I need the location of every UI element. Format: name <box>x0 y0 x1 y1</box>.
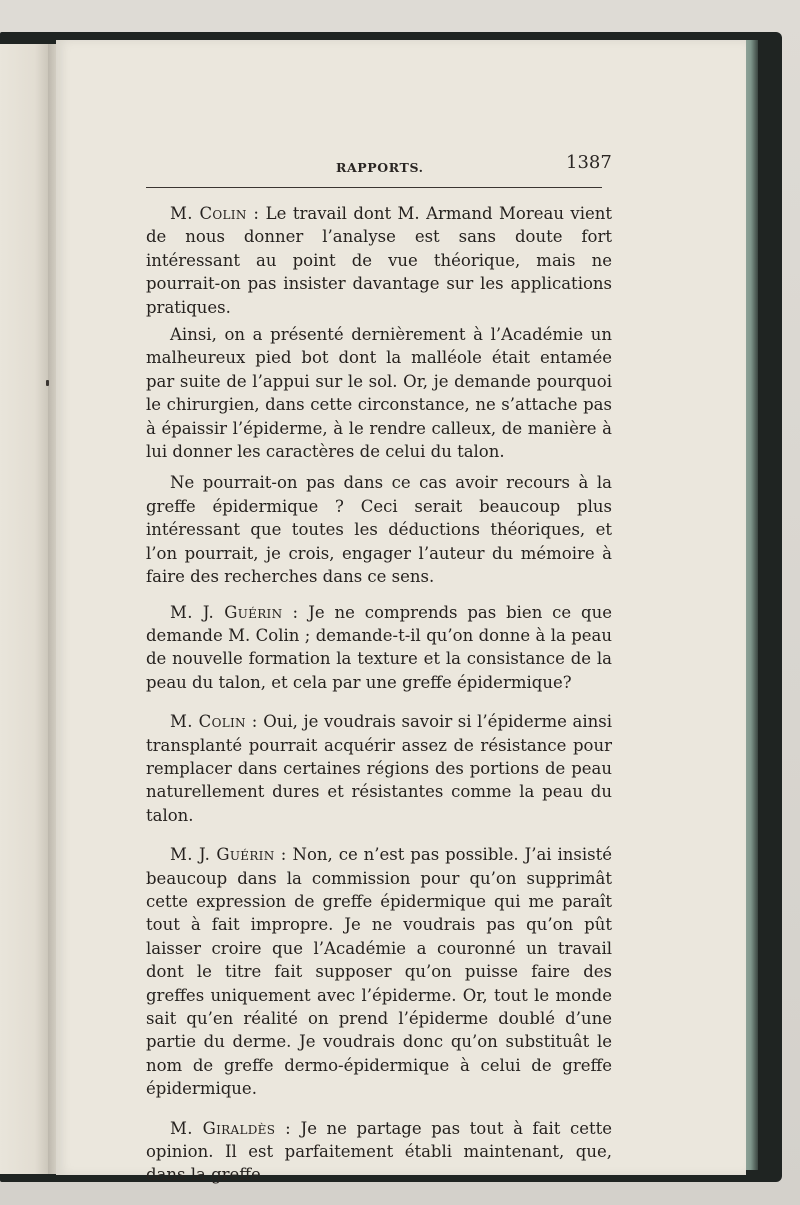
speaker-name: M. Giraldès : <box>170 1118 291 1138</box>
speaker-name: M. J. Guérin : <box>170 845 287 865</box>
header-rule <box>146 187 602 188</box>
paragraph-text: Je ne partage pas tout à fait cette opinion. Il est parfaitement établi maintenant, que, dans la greffe <box>146 1118 612 1185</box>
speaker-name: M. Colin : <box>170 204 260 223</box>
speaker-name: M. Colin : <box>170 712 258 732</box>
paragraph-text: Oui, je voudrais savoir si l’épiderme ainsi transplanté pourrait acquérir assez de résistance pour remplacer dans certaines régions des portions de peau naturellement dures et résistantes comme la peau du talon. <box>146 712 612 825</box>
paragraph-text: Le travail dont M. Armand Moreau vient de nous donner l’analyse est sans doute fort intéressant au point de vue théorique, mais ne pourrait-on pas insister davantage sur les applications pratiques. <box>146 204 612 317</box>
page-number: 1387 <box>566 152 612 173</box>
paragraph-text: Ne pourrait-on pas dans ce cas avoir recours à la greffe épidermique ? Ceci serait beaucoup plus intéressant que toutes les déductions théoriques, et l’on pourrait, je crois, engager l’auteur du mémoire à faire des recherches dans ce sens. <box>146 473 612 587</box>
speaker-name: M. J. Guérin : <box>170 602 299 622</box>
paragraph-text: Non, ce n’est pas possible. J’ai insisté beaucoup dans la commission pour qu’on supprimât cette expression de greffe épidermique qui me paraît tout à fait impropre. Je ne voudrais pas qu’on pût laisser croire que l’Académie a couronné un travail dont le titre fait supposer qu’on puisse faire des greffes uniquement avec l’épiderme. Or, tout le monde sait qu’en réalité on prend l’épiderme doublé d’une partie du derme. Je voudrais donc qu’on substituât le nom de greffe dermo-épidermique à celui de greffe épidermique. <box>146 845 613 1099</box>
paragraph <box>146 471 612 588</box>
paragraph <box>146 1117 612 1187</box>
margin-mark <box>46 380 49 386</box>
paragraph-text: Je ne comprends pas bien ce que demande M. Colin ; demande-t-il qu’on donne à la peau de nouvelle formation la texture et la consistance de la peau du talon, et cela par une greffe épidermique? <box>146 602 613 692</box>
paragraph <box>146 710 612 827</box>
paragraph-text: Ainsi, on a présenté dernièrement à l’Académie un malheureux pied bot dont la malléole était entamée par suite de l’appui sur le sol. Or, je demande pourquoi le chirurgien, dans cette circonstance, ne s’attache pas à épaissir l’épiderme, à le rendre calleux, de manière à lui donner les caractères de celui du talon. <box>146 325 612 462</box>
left-page-edge <box>0 44 50 1174</box>
paragraph <box>146 843 612 1100</box>
paragraph <box>146 202 612 319</box>
body-text <box>146 202 612 1187</box>
paragraph <box>146 323 612 463</box>
running-head: RAPPORTS. <box>336 160 424 175</box>
paragraph <box>146 601 612 695</box>
